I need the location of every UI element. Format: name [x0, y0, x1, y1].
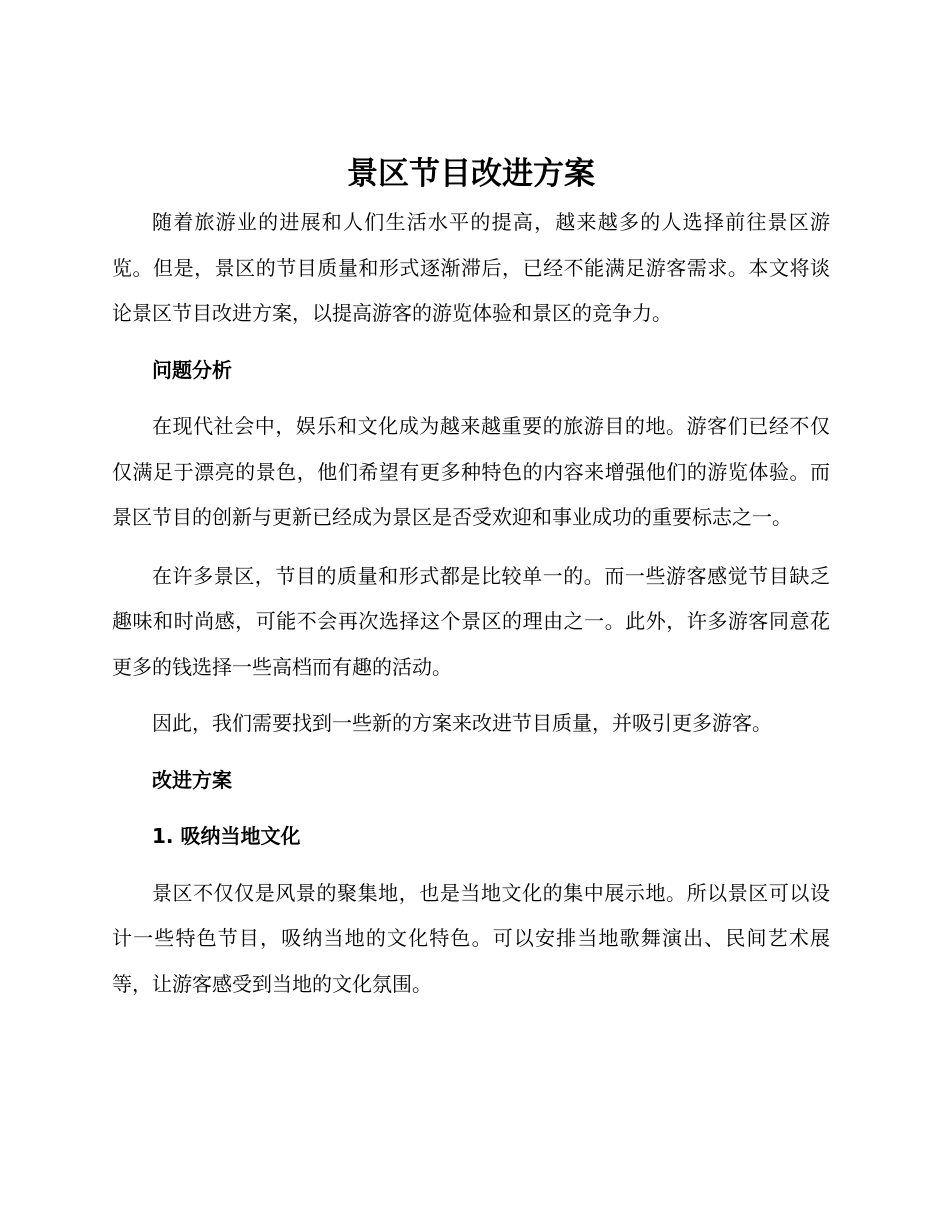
section-heading-improvement-plan: 改进方案 — [152, 767, 232, 792]
problem-paragraph-3: 因此，我们需要找到一些新的方案来改进节目质量，并吸引更多游客。 — [152, 711, 772, 735]
document-title: 景区节目改进方案 — [347, 156, 595, 192]
subsection-heading-local-culture: 1. 吸纳当地文化 — [152, 824, 301, 848]
local-culture-paragraph: 景区不仅仅是风景的聚集地，也是当地文化的集中展示地。所以景区可以设计一些特色节目，吸纳当地的文化特色。可以安排当地歌舞演出、民间艺术展等，让游客感受到当地的文化氛围。 — [112, 880, 830, 996]
problem-paragraph-1: 在现代社会中，娱乐和文化成为越来越重要的旅游目的地。游客们已经不仅仅满足于漂亮的景色，他们希望有更多种特色的内容来增强他们的游览体验。而景区节目的创新与更新已经成为景区是否受欢迎和事业成功的重要标志之一。 — [112, 414, 830, 529]
section-heading-problem-analysis: 问题分析 — [152, 357, 232, 382]
intro-paragraph: 随着旅游业的进展和人们生活水平的提高，越来越多的人选择前往景区游览。但是，景区的节目质量和形式逐渐滞后，已经不能满足游客需求。本文将谈论景区节目改进方案，以提高游客的游览体验和景区的竞争力。 — [112, 210, 830, 325]
problem-paragraph-2: 在许多景区，节目的质量和形式都是比较单一的。而一些游客感觉节目缺乏趣味和时尚感，可能不会再次选择这个景区的理由之一。此外，许多游客同意花更多的钱选择一些高档而有趣的活动。 — [112, 563, 830, 679]
document-body — [112, 148, 830, 1007]
